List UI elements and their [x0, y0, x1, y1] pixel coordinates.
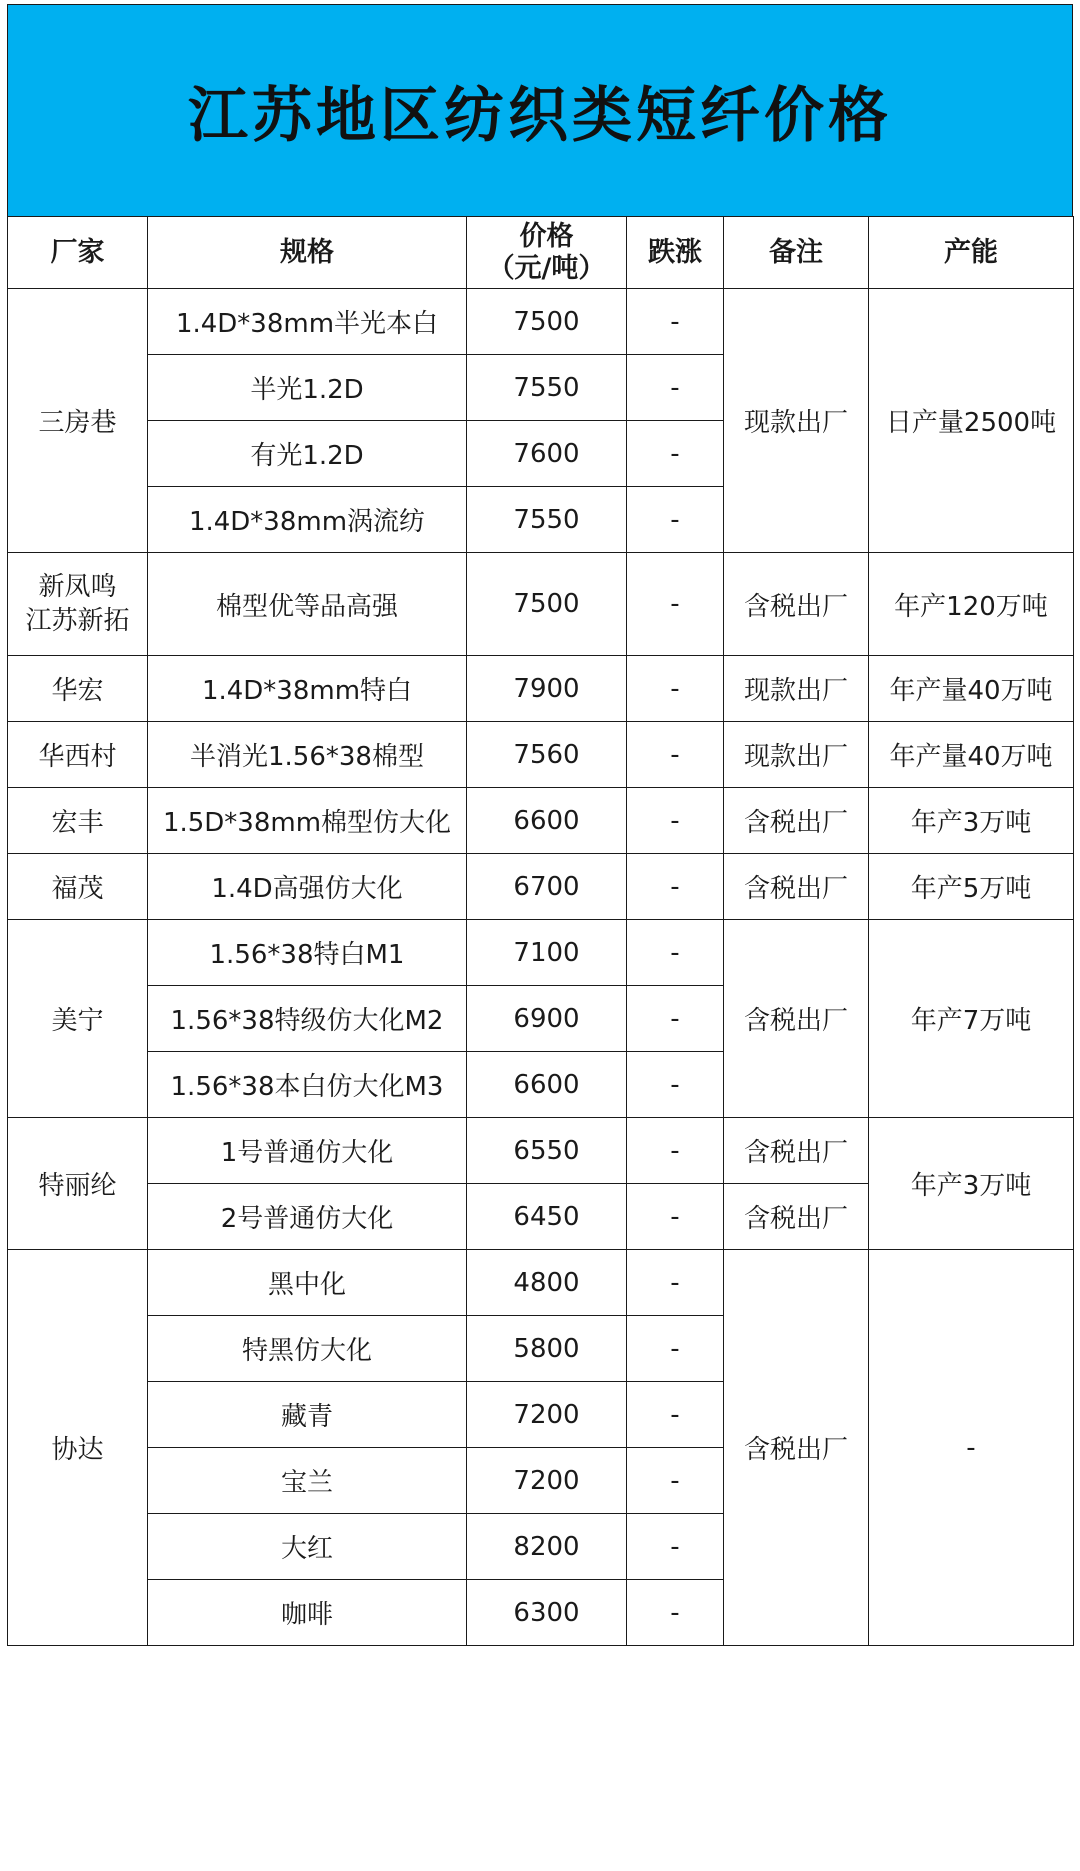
header-price-line2: （元/吨） — [487, 252, 606, 284]
maker-cell — [8, 553, 148, 656]
remark-cell: 含税出厂 — [724, 553, 869, 656]
maker-cell: 协达 — [8, 1250, 148, 1646]
price-cell: 6900 — [467, 986, 627, 1052]
spec-cell: 1.56*38特级仿大化M2 — [148, 986, 467, 1052]
spec-cell: 1.4D*38mm半光本白 — [148, 289, 467, 355]
spec-cell: 2号普通仿大化 — [148, 1184, 467, 1250]
change-cell: - — [627, 788, 724, 854]
maker-line: 江苏新拓 — [25, 606, 130, 636]
spec-cell: 藏青 — [148, 1382, 467, 1448]
price-table — [7, 216, 1074, 1646]
spec-cell: 咖啡 — [148, 1580, 467, 1646]
spec-cell: 1.4D*38mm特白 — [148, 656, 467, 722]
price-cell: 7500 — [467, 553, 627, 656]
maker-cell: 华西村 — [8, 722, 148, 788]
price-cell: 6700 — [467, 854, 627, 920]
change-cell: - — [627, 355, 724, 421]
price-cell: 7200 — [467, 1382, 627, 1448]
change-cell: - — [627, 1514, 724, 1580]
change-cell: - — [627, 920, 724, 986]
price-cell: 7560 — [467, 722, 627, 788]
header-remark: 备注 — [724, 217, 869, 289]
header-maker: 厂家 — [8, 217, 148, 289]
price-cell: 6300 — [467, 1580, 627, 1646]
price-cell: 7500 — [467, 289, 627, 355]
price-sheet — [7, 4, 1073, 1646]
spec-cell: 1.4D*38mm涡流纺 — [148, 487, 467, 553]
remark-cell: 含税出厂 — [724, 1184, 869, 1250]
capacity-cell: 年产3万吨 — [869, 1118, 1074, 1250]
spec-cell: 宝兰 — [148, 1448, 467, 1514]
price-cell: 6600 — [467, 788, 627, 854]
spec-cell: 1号普通仿大化 — [148, 1118, 467, 1184]
capacity-cell: 年产量40万吨 — [869, 722, 1074, 788]
spec-cell: 1.56*38特白M1 — [148, 920, 467, 986]
change-cell: - — [627, 1382, 724, 1448]
table-row — [8, 1118, 1074, 1184]
capacity-cell: 年产120万吨 — [869, 553, 1074, 656]
price-cell: 7550 — [467, 487, 627, 553]
price-cell: 7600 — [467, 421, 627, 487]
price-cell: 4800 — [467, 1250, 627, 1316]
change-cell: - — [627, 656, 724, 722]
capacity-cell: 日产量2500吨 — [869, 289, 1074, 553]
maker-cell: 美宁 — [8, 920, 148, 1118]
price-cell: 5800 — [467, 1316, 627, 1382]
spec-cell: 半消光1.56*38棉型 — [148, 722, 467, 788]
header-spec: 规格 — [148, 217, 467, 289]
table-row — [8, 854, 1074, 920]
remark-cell: 现款出厂 — [724, 722, 869, 788]
page-title: 江苏地区纺织类短纤价格 — [188, 80, 892, 151]
header-row — [8, 217, 1074, 289]
remark-cell: 含税出厂 — [724, 920, 869, 1118]
table-row — [8, 920, 1074, 986]
change-cell: - — [627, 722, 724, 788]
remark-cell: 含税出厂 — [724, 1250, 869, 1646]
table-row — [8, 1250, 1074, 1316]
spec-cell: 大红 — [148, 1514, 467, 1580]
price-cell: 7900 — [467, 656, 627, 722]
remark-cell: 含税出厂 — [724, 854, 869, 920]
table-row — [8, 722, 1074, 788]
capacity-cell: - — [869, 1250, 1074, 1646]
change-cell: - — [627, 986, 724, 1052]
table-row — [8, 289, 1074, 355]
header-change: 跌涨 — [627, 217, 724, 289]
price-cell: 6600 — [467, 1052, 627, 1118]
maker-line: 新凤鸣 — [38, 572, 117, 602]
maker-cell: 三房巷 — [8, 289, 148, 553]
remark-cell: 现款出厂 — [724, 656, 869, 722]
remark-cell: 含税出厂 — [724, 1118, 869, 1184]
maker-cell: 华宏 — [8, 656, 148, 722]
price-cell: 7550 — [467, 355, 627, 421]
change-cell: - — [627, 1580, 724, 1646]
change-cell: - — [627, 1250, 724, 1316]
spec-cell: 黑中化 — [148, 1250, 467, 1316]
change-cell: - — [627, 1316, 724, 1382]
spec-cell: 1.5D*38mm棉型仿大化 — [148, 788, 467, 854]
change-cell: - — [627, 1184, 724, 1250]
spec-cell: 棉型优等品高强 — [148, 553, 467, 656]
maker-cell: 宏丰 — [8, 788, 148, 854]
capacity-cell: 年产量40万吨 — [869, 656, 1074, 722]
spec-cell: 特黑仿大化 — [148, 1316, 467, 1382]
header-price — [467, 217, 627, 289]
spec-cell: 1.4D高强仿大化 — [148, 854, 467, 920]
price-cell: 7200 — [467, 1448, 627, 1514]
header-capacity: 产能 — [869, 217, 1074, 289]
price-cell: 6550 — [467, 1118, 627, 1184]
capacity-cell: 年产5万吨 — [869, 854, 1074, 920]
change-cell: - — [627, 854, 724, 920]
spec-cell: 有光1.2D — [148, 421, 467, 487]
table-row — [8, 656, 1074, 722]
capacity-cell: 年产7万吨 — [869, 920, 1074, 1118]
spec-cell: 半光1.2D — [148, 355, 467, 421]
change-cell: - — [627, 289, 724, 355]
change-cell: - — [627, 553, 724, 656]
table-row — [8, 788, 1074, 854]
table-row — [8, 553, 1074, 656]
remark-cell: 现款出厂 — [724, 289, 869, 553]
header-price-line1: 价格 — [519, 220, 574, 252]
title-banner — [7, 4, 1073, 216]
capacity-cell: 年产3万吨 — [869, 788, 1074, 854]
price-cell: 7100 — [467, 920, 627, 986]
change-cell: - — [627, 487, 724, 553]
price-cell: 6450 — [467, 1184, 627, 1250]
price-cell: 8200 — [467, 1514, 627, 1580]
spec-cell: 1.56*38本白仿大化M3 — [148, 1052, 467, 1118]
maker-cell: 特丽纶 — [8, 1118, 148, 1250]
maker-cell: 福茂 — [8, 854, 148, 920]
change-cell: - — [627, 1448, 724, 1514]
change-cell: - — [627, 1118, 724, 1184]
change-cell: - — [627, 421, 724, 487]
change-cell: - — [627, 1052, 724, 1118]
remark-cell: 含税出厂 — [724, 788, 869, 854]
